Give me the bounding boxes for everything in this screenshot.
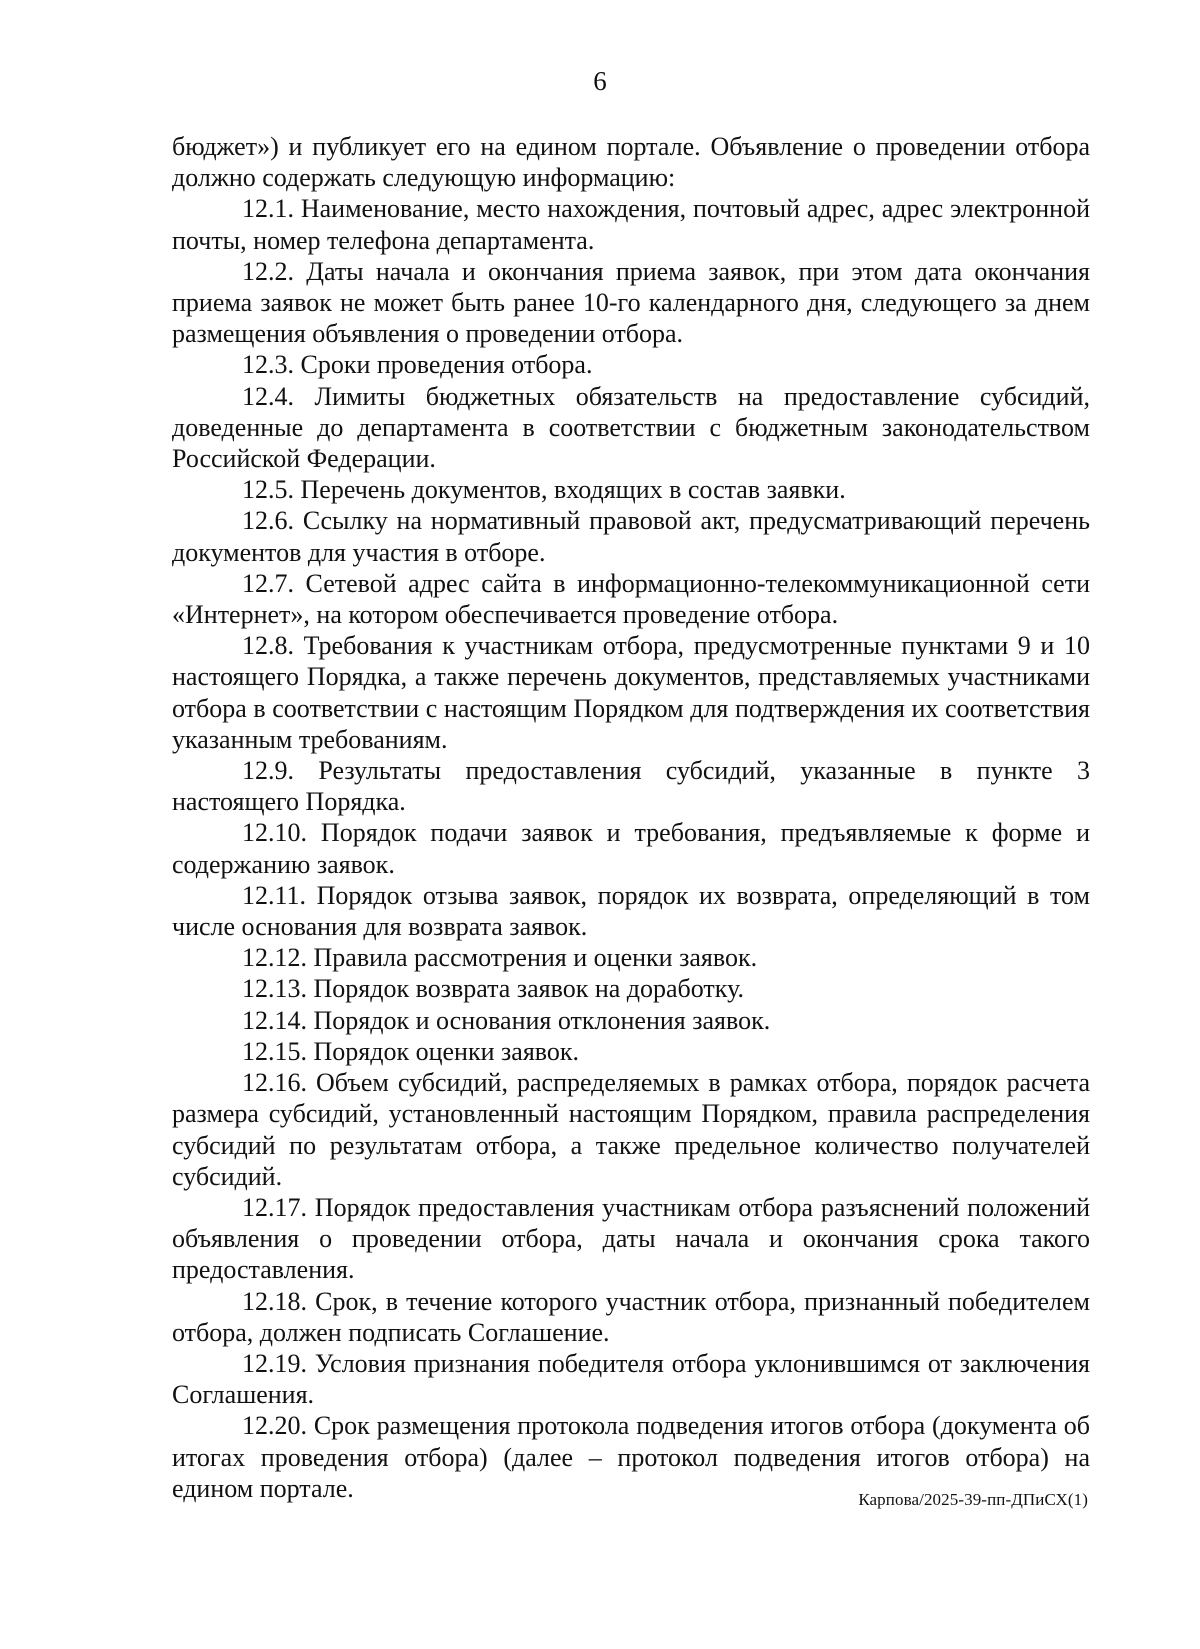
item-12-15: 12.15. Порядок оценки заявок. bbox=[242, 1036, 580, 1066]
item-12-19: 12.19. Условия признания победителя отбора уклонившимся от заключения Соглашения. bbox=[172, 1348, 1090, 1410]
page-number: 6 bbox=[593, 66, 607, 96]
document-body bbox=[172, 131, 1090, 1504]
item-12-2: 12.2. Даты начала и окончания приема заявок, при этом дата окончания приема заявок не может быть ранее 10-го календарного дня, следующего за днем размещения объявления о проведении отбора. bbox=[172, 256, 1090, 349]
item-12-11: 12.11. Порядок отзыва заявок, порядок их возврата, определяющий в том числе основания для возврата заявок. bbox=[172, 880, 1090, 942]
item-12-8: 12.8. Требования к участникам отбора, предусмотренные пунктами 9 и 10 настоящего Порядка, а также перечень документов, представляемых участниками отбора в соответствии с настоящим Порядком для подтверждения их соответствия указанным требованиям. bbox=[172, 631, 1090, 754]
item-12-6: 12.6. Ссылку на нормативный правовой акт, предусматривающий перечень документов для участия в отборе. bbox=[172, 506, 1090, 567]
item-12-9: 12.9. Результаты предоставления субсидий, указанные в пункте 3 настоящего Порядка. bbox=[172, 756, 1090, 817]
item-12-18: 12.18. Срок, в течение которого участник отбора, признанный победителем отбора, должен подписать Соглашение. bbox=[172, 1286, 1090, 1347]
item-12-7: 12.7. Сетевой адрес сайта в информационно-телекоммуникационной сети «Интернет», на котором обеспечивается проведение отбора. bbox=[172, 568, 1090, 630]
item-12-20: 12.20. Срок размещения протокола подведения итогов отбора (документа об итогах проведения отбора) (далее – протокол подведения итогов отбора) на едином портале. bbox=[172, 1411, 1090, 1503]
item-12-4: 12.4. Лимиты бюджетных обязательств на предоставление субсидий, доведенные до департамента в соответствии с бюджетным законодательством Российской Федерации. bbox=[172, 381, 1090, 474]
item-12-13: 12.13. Порядок возврата заявок на доработку. bbox=[242, 974, 744, 1004]
item-12-1: 12.1. Наименование, место нахождения, почтовый адрес, адрес электронной почты, номер телефона департамента. bbox=[172, 194, 1090, 255]
item-12-10: 12.10. Порядок подачи заявок и требования, предъявляемые к форме и содержанию заявок. bbox=[172, 818, 1090, 879]
item-12-3: 12.3. Сроки проведения отбора. bbox=[242, 350, 593, 380]
document-reference-code: Карпова/2025-39-пп-ДПиСХ(1) bbox=[858, 1490, 1088, 1509]
item-12-14: 12.14. Порядок и основания отклонения заявок. bbox=[242, 1005, 771, 1035]
item-12-5: 12.5. Перечень документов, входящих в состав заявки. bbox=[242, 475, 846, 505]
intro-paragraph: бюджет») и публикует его на едином портале. Объявление о проведении отбора должно содержать следующую информацию: bbox=[172, 132, 1090, 193]
item-12-16: 12.16. Объем субсидий, распределяемых в рамках отбора, порядок расчета размера субсидий, установленный настоящим Порядком, правила распределения субсидий по результатам отбора, а также предельное количество получателей субсидий. bbox=[172, 1068, 1090, 1191]
item-12-17: 12.17. Порядок предоставления участникам отбора разъяснений положений объявления о проведении отбора, даты начала и окончания срока такого предоставления. bbox=[172, 1192, 1090, 1285]
item-12-12: 12.12. Правила рассмотрения и оценки заявок. bbox=[242, 943, 758, 973]
